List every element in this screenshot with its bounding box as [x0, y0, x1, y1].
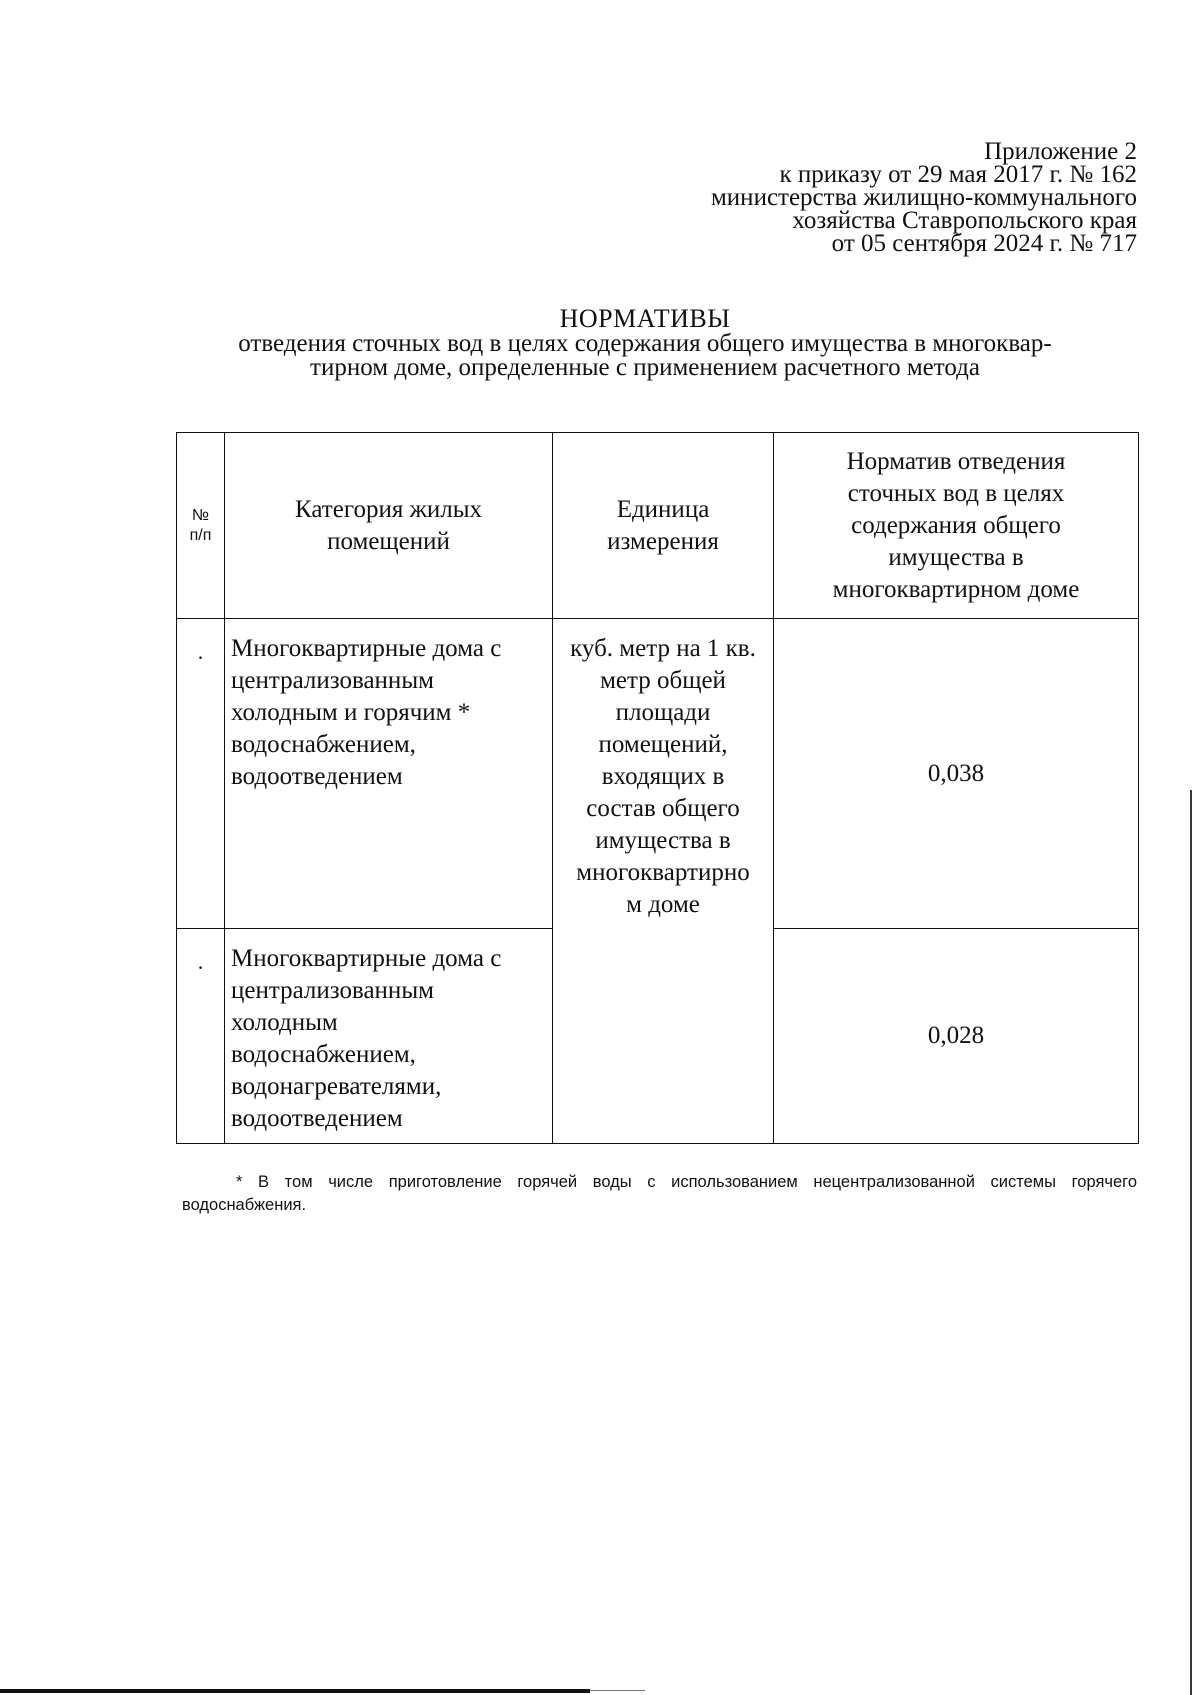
amendment-date-line: от 05 сентября 2024 г. № 717	[831, 230, 1137, 257]
header-category-line: помещений	[327, 527, 450, 555]
header-norm-line: Норматив отведения	[846, 447, 1066, 475]
category-line: Многоквартирные дома с	[231, 635, 502, 662]
row-category	[225, 929, 553, 1144]
category-line: централизованным	[231, 977, 434, 1004]
norms-table	[176, 432, 1139, 1144]
unit-line: имущества в	[595, 827, 731, 854]
category-line: централизованным	[231, 667, 434, 694]
category-line: холодным	[231, 1009, 338, 1036]
scan-edge-line	[590, 1690, 645, 1691]
scan-edge-line	[1190, 790, 1192, 1695]
header-norm	[774, 433, 1139, 619]
ministry-line: министерства жилищно-коммунального	[710, 184, 1137, 211]
category-line: Многоквартирные дома с	[231, 945, 502, 972]
document-subtitle-line: отведения сточных вод в целях содержания общего имущества в многоквар-	[238, 330, 1052, 357]
header-category	[225, 433, 553, 619]
appendix-line: Приложение 2	[984, 138, 1137, 165]
footnote: * В том числе приготовление горячей воды с использованием нецентрализованной системы горячего водоснабжения.	[182, 1173, 1137, 1214]
row-norm-value: 0,038	[774, 619, 1139, 929]
document-title: НОРМАТИВЫ	[559, 304, 731, 333]
category-line: холодным и горячим *	[231, 699, 471, 726]
unit-cell	[553, 619, 774, 1144]
unit-line: состав общего	[586, 795, 740, 822]
order-reference-line: к приказу от 29 мая 2017 г. № 162	[779, 161, 1137, 188]
category-line: водоотведением	[231, 1105, 403, 1132]
header-number-line: №	[191, 506, 210, 524]
unit-line: м доме	[626, 891, 700, 918]
header-norm-line: многоквартирном доме	[832, 575, 1080, 603]
table-row	[177, 619, 1139, 929]
header-unit-line: измерения	[607, 527, 719, 555]
scan-edge-line	[0, 1689, 590, 1693]
category-line: водоснабжением,	[231, 731, 416, 758]
header-norm-line: сточных вод в целях	[847, 479, 1065, 507]
header-number	[177, 433, 225, 619]
unit-line: метр общей	[600, 667, 726, 694]
table-header-row	[177, 433, 1139, 619]
unit-line: помещений,	[598, 731, 728, 758]
header-unit	[553, 433, 774, 619]
header-unit-line: Единица	[616, 495, 710, 523]
row-number: ·	[177, 619, 225, 929]
document-subtitle-line: тирном доме, определенные с применением расчетного метода	[310, 354, 980, 381]
document-title-block	[160, 306, 1130, 380]
unit-line: площади	[615, 699, 711, 726]
row-number: ·	[177, 929, 225, 1144]
unit-line: входящих в	[601, 763, 725, 790]
row-norm-value: 0,028	[774, 929, 1139, 1144]
header-norm-line: имущества в	[888, 543, 1024, 571]
ministry-region-line: хозяйства Ставропольского края	[792, 207, 1137, 234]
header-category-line: Категория жилых	[295, 495, 482, 523]
row-category	[225, 619, 553, 929]
appendix-header	[537, 140, 1137, 255]
header-number-line: п/п	[189, 526, 212, 544]
unit-line: многоквартирно	[576, 859, 750, 886]
unit-line: куб. метр на 1 кв.	[570, 635, 756, 662]
category-line: водоснабжением,	[231, 1041, 416, 1068]
category-line: водонагревателями,	[231, 1073, 442, 1100]
category-line: водоотведением	[231, 763, 403, 790]
header-norm-line: содержания общего	[851, 511, 1061, 539]
